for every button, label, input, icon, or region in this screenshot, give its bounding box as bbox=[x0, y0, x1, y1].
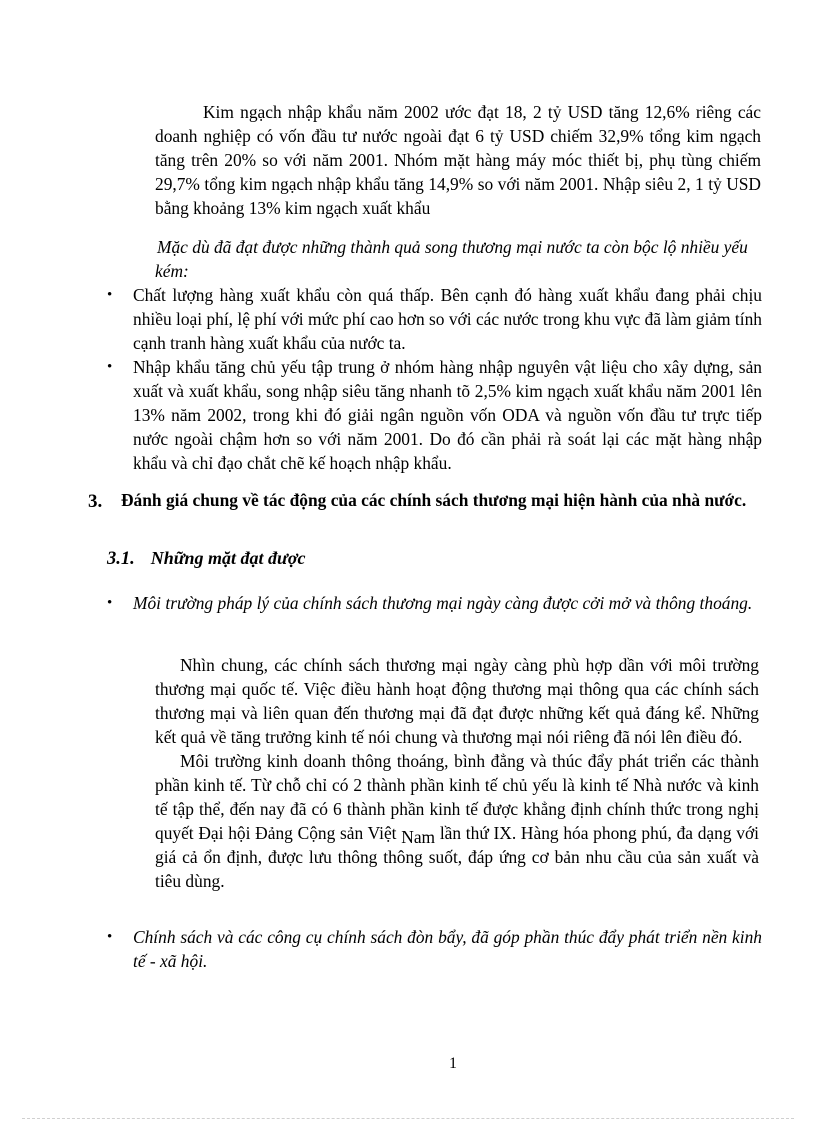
bullet-icon: • bbox=[107, 595, 113, 611]
bullet-icon: • bbox=[107, 359, 113, 375]
section-3-title: Đánh giá chung về tác động của các chính sách thương mại hiện hành của nhà nước. bbox=[121, 490, 747, 510]
body-paragraphs bbox=[155, 653, 759, 893]
list-item bbox=[106, 283, 762, 355]
body-paragraph-2-nam: Nam bbox=[401, 827, 436, 847]
page-number: 1 bbox=[449, 1055, 457, 1072]
bullet-icon: • bbox=[107, 287, 113, 303]
weakness-item-1: Chất lượng hàng xuất khẩu còn quá thấp. Bên cạnh đó hàng xuất khẩu đang phải chịu nhiều loại phí, lệ phí với mức phí cao hơn so với các nước trong khu vực đã làm giảm tính cạnh tranh hàng xuất khẩu của nước ta. bbox=[133, 285, 762, 353]
achievement-item-2: Chính sách và các công cụ chính sách đòn bẩy, đã góp phần thúc đẩy phát triển nền kinh tế - xã hội. bbox=[133, 927, 762, 971]
list-item bbox=[106, 591, 762, 615]
import-paragraph: Kim ngạch nhập khẩu năm 2002 ước đạt 18, 2 tỷ USD tăng 12,6% riêng các doanh nghiệp có vốn đầu tư nước ngoài đạt 6 tỷ USD chiếm 32,9% tổng kim ngạch tăng trên 20% so với năm 2001. Nhóm mặt hàng máy móc thiết bị, phụ tùng chiếm 29,7% tổng kim ngạch nhập khẩu tăng 14,9% so với năm 2001. Nhập siêu 2, 1 tỷ USD bằng khoảng 13% kim ngạch xuất khẩu bbox=[155, 102, 761, 218]
achievement-list-1 bbox=[106, 591, 762, 615]
weakness-list bbox=[106, 283, 762, 475]
body-paragraph-2-part-1: Môi trường kinh doanh thông thoáng, bình đẳng và thúc đẩy phát triển các thành phần kinh tế. Từ chỗ chỉ có 2 thành phần kinh tế chủ yếu là kinh tế Nhà nước và kinh tế tập thể, đến nay đã có 6 thành phần kinh tế được khẳng định chính thức trong nghị quyết Đại hội Đảng Cộng sản Việt bbox=[155, 751, 759, 843]
section-3-heading bbox=[88, 488, 760, 512]
list-item bbox=[106, 925, 762, 973]
section-3-1-number: 3.1. bbox=[107, 549, 135, 569]
weakness-item-2: Nhập khẩu tăng chủ yếu tập trung ở nhóm hàng nhập nguyên vật liệu cho xây dựng, sản xuất và xuất khẩu, song nhập siêu tăng nhanh tõ 2,5% kim ngạch xuất khẩu năm 2001 lên 13% năm 2002, trong khi đó giải ngân nguồn vốn ODA và nguồn vốn đầu tư trực tiếp nước ngoài chậm hơn so với năm 2001. Do đó cần phải rà soát lại các mặt hàng nhập khẩu và chỉ đạo chắt chẽ kế hoạch nhập khẩu. bbox=[133, 357, 762, 473]
list-item bbox=[106, 355, 762, 475]
section-3-1-heading bbox=[107, 548, 306, 570]
section-3-number: 3. bbox=[88, 491, 103, 512]
body-paragraph-2 bbox=[155, 749, 759, 893]
body-paragraph-1: Nhìn chung, các chính sách thương mại ngày càng phù hợp dần với môi trường thương mại quốc tế. Việc điều hành hoạt động thương mại thông qua các chính sách thương mại và liên quan đến thương mại đã đạt được những kết quả đáng kể. Những kết quả về tăng trưởng kinh tế nói chung và thương mại nói riêng đã nói lên điều đó. bbox=[155, 655, 759, 747]
achievement-item-1: Môi trường pháp lý của chính sách thương mại ngày càng được cởi mở và thông thoáng. bbox=[133, 593, 753, 613]
page-divider bbox=[22, 1118, 794, 1119]
body-paragraph-2-part-2: lần thứ IX. Hàng hóa phong phú, đa dạng với giá cả ổn định, được lưu thông thông suốt, đáp ứng cơ bản nhu cầu của sản xuất và tiêu dùng. bbox=[155, 823, 759, 891]
section-3-1-title: Những mặt đạt được bbox=[150, 548, 306, 568]
bullet-icon: • bbox=[107, 929, 113, 945]
achievement-list-2 bbox=[106, 925, 762, 973]
weakness-intro: Mặc dù đã đạt được những thành quả song thương mại nước ta còn bộc lộ nhiều yếu kém: bbox=[155, 237, 748, 281]
